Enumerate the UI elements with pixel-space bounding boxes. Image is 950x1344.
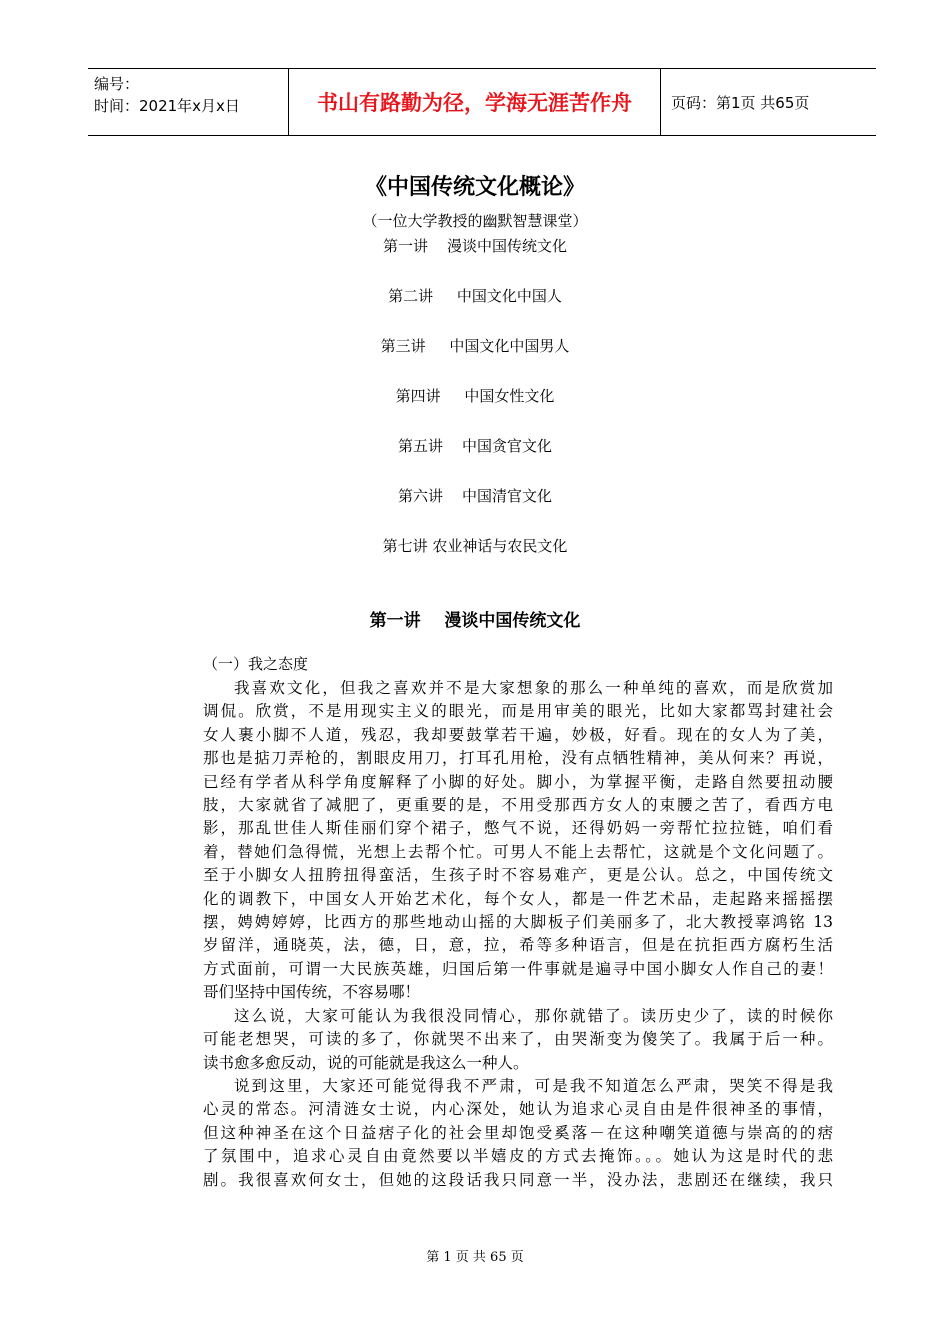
- body-text: [203, 677, 833, 1192]
- toc-item: 第四讲 中国女性文化: [395, 387, 555, 405]
- document-title: 《中国传统文化概论》: [364, 175, 585, 200]
- text-line: 着，替她们急得慌，光想上去帮个忙。可男人不能上去帮忙，这就是个文化问题了。: [203, 842, 833, 861]
- section-heading: （一）我之态度: [203, 655, 309, 673]
- text-line: 肢，大家就省了减肥了，更重要的是，不用受那西方女人的束腰之苦了，看西方电: [203, 796, 833, 815]
- text-line: 读书愈多愈反动，说的可能就是我这么一种人。: [203, 1053, 529, 1072]
- toc-item: 第二讲 中国文化中国人: [388, 287, 562, 305]
- text-line: 我喜欢文化，但我之喜欢并不是大家想象的那么一种单纯的喜欢，而是欣赏加: [234, 679, 833, 697]
- text-line: 哥们坚持中国传统，不容易哪！: [203, 983, 421, 1002]
- time-label: 时间：2021年x月x日: [94, 97, 240, 115]
- text-line: 化的调教下，中国女人开始艺术化，每个女人，都是一件艺术品，走起路来摇摇摆: [203, 889, 833, 908]
- toc-item: 第六讲 中国清官文化: [397, 487, 553, 505]
- text-line: 女人裹小脚不人道，残忍，我却要鼓掌若干遍，妙极，好看。现在的女人为了美，: [203, 725, 833, 744]
- number-label: 编号：: [94, 75, 140, 93]
- text-line: 岁留洋，通晓英，法，德，日，意，拉，希等多种语言，但是在抗拒西方腐朽生活: [203, 936, 833, 955]
- text-line: 但这种神圣在这个日益痞子化的社会里却饱受奚落－在这种嘲笑道德与崇高的的痞: [203, 1123, 833, 1142]
- text-line: 了氛围中，追求心灵自由竟然要以半嬉皮的方式去掩饰。。。她认为这是时代的悲: [203, 1147, 833, 1166]
- toc-item: 第五讲 中国贪官文化: [397, 437, 553, 455]
- toc-item: 第七讲 农业神话与农民文化: [382, 537, 568, 555]
- toc-item: 第一讲 漫谈中国传统文化: [382, 237, 568, 255]
- lecture-heading: 第一讲 漫谈中国传统文化: [369, 611, 581, 631]
- text-line: 摆，娉娉婷婷，比西方的那些地动山摇的大脚板子们美丽多了，北大教授辜鸿铭 13: [203, 913, 833, 932]
- text-line: 这么说，大家可能认为我很没同情心，那你就错了。读历史少了，读的时候你: [234, 1006, 833, 1025]
- text-line: 可能老想哭，可读的多了，你就哭不出来了，由哭渐变为傻笑了。我属于后一种。: [203, 1030, 833, 1049]
- text-line: 心灵的常态。河清涟女士说，内心深处，她认为追求心灵自由是件很神圣的事情，: [203, 1100, 833, 1119]
- text-line: 方式面前，可谓一大民族英雄，归国后第一件事就是遍寻中国小脚女人作自己的妻！: [203, 959, 833, 978]
- text-line: 已经有学者从科学角度解释了小脚的好处。脚小，为掌握平衡，走路自然要扭动腰: [203, 772, 833, 791]
- text-line: 调侃。欣赏，不是用现实主义的眼光，而是用审美的眼光，比如大家都骂封建社会: [203, 702, 833, 721]
- motto: 书山有路勤为径，学海无涯苦作舟: [288, 69, 661, 135]
- toc-item: 第三讲 中国文化中国男人: [380, 337, 570, 355]
- text-line: 那也是掂刀弄枪的，割眼皮用刀，打耳孔用枪，没有点牺牲精神，美从何来？再说，: [203, 749, 833, 768]
- text-line: 至于小脚女人扭胯扭得蛮活，生孩子时不容易难产，更是公认。总之，中国传统文: [203, 866, 833, 885]
- document-subtitle: （一位大学教授的幽默智慧课堂）: [362, 212, 588, 230]
- page-label: 页码：第1页 共65页: [671, 93, 810, 112]
- text-line: 影，那乱世佳人斯佳丽们穿个裙子，憋气不说，还得奶妈一旁帮忙拉拉链，咱们看: [203, 819, 833, 838]
- header-table: [88, 68, 876, 136]
- text-line: 剧。我很喜欢何女士，但她的这段话我只同意一半，没办法，悲剧还在继续，我只: [203, 1170, 833, 1189]
- header-left-cell: [88, 69, 288, 135]
- page-footer: 第 1 页 共 65 页: [426, 1250, 524, 1265]
- text-line: 说到这里，大家还可能觉得我不严肃，可是我不知道怎么严肃，哭笑不得是我: [234, 1076, 833, 1095]
